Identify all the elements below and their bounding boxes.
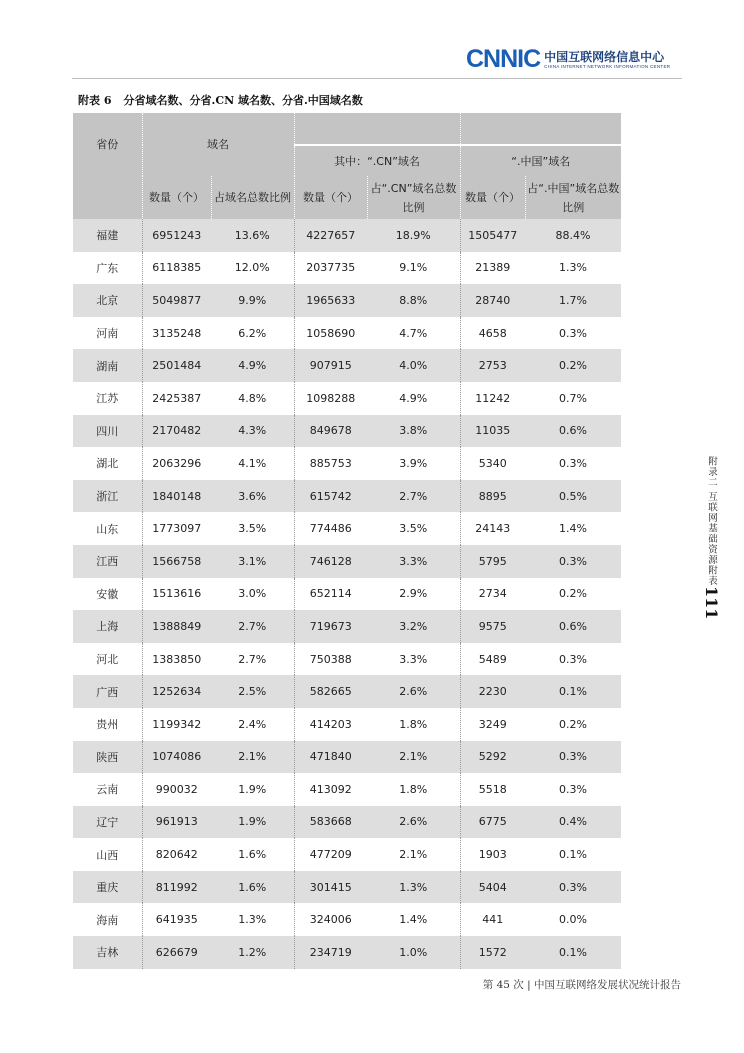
cell-domain-share: 1.6% [211,871,294,904]
cell-domain-share: 2.7% [211,643,294,676]
cell-domain-count: 2063296 [142,447,211,480]
cell-zg-share: 0.1% [525,675,621,708]
cell-zg-count: 8895 [460,480,525,513]
cell-domain-share: 4.8% [211,382,294,415]
cell-cn-count: 324006 [294,903,367,936]
cell-domain-count: 1074086 [142,741,211,774]
cell-province: 山东 [73,512,142,545]
cell-domain-count: 961913 [142,806,211,839]
cell-zg-count: 28740 [460,284,525,317]
cell-zg-share: 0.6% [525,415,621,448]
cell-cn-share: 2.1% [367,741,460,774]
cell-cn-count: 1058690 [294,317,367,350]
cell-cn-count: 301415 [294,871,367,904]
table-row [73,219,621,252]
header-cn-spacer [294,113,460,145]
cell-zg-share: 1.4% [525,512,621,545]
cell-cn-share: 3.9% [367,447,460,480]
cell-zg-count: 3249 [460,708,525,741]
cell-cn-count: 907915 [294,349,367,382]
cell-province: 江苏 [73,382,142,415]
cell-zg-share: 0.2% [525,578,621,611]
logo-text [544,50,670,70]
table-number: 附表 6 [78,94,112,107]
cnnic-logo [466,47,670,72]
cell-zg-count: 1505477 [460,219,525,252]
header-province: 省份 [73,113,142,176]
cell-domain-share: 2.5% [211,675,294,708]
cell-province: 上海 [73,610,142,643]
cell-province: 山西 [73,838,142,871]
table-row [73,317,621,350]
cell-domain-share: 4.3% [211,415,294,448]
cell-zg-count: 5795 [460,545,525,578]
cell-zg-count: 1903 [460,838,525,871]
cell-cn-count: 719673 [294,610,367,643]
cell-cn-share: 1.8% [367,708,460,741]
cell-province: 广东 [73,252,142,285]
cell-cn-count: 583668 [294,806,367,839]
cell-zg-count: 11035 [460,415,525,448]
cell-domain-count: 6118385 [142,252,211,285]
cell-cn-share: 1.3% [367,871,460,904]
cell-cn-count: 652114 [294,578,367,611]
cell-domain-share: 2.7% [211,610,294,643]
cell-zg-count: 5518 [460,773,525,806]
cell-domain-share: 3.1% [211,545,294,578]
cell-domain-count: 2501484 [142,349,211,382]
cell-zg-share: 0.4% [525,806,621,839]
cell-domain-share: 3.0% [211,578,294,611]
table-row [73,415,621,448]
cell-domain-count: 641935 [142,903,211,936]
cell-cn-count: 774486 [294,512,367,545]
table-caption [78,92,363,108]
table-row [73,252,621,285]
table-row [73,382,621,415]
cell-cn-share: 9.1% [367,252,460,285]
appendix-section-label: 附录二 互联网基础资源附表 [706,456,717,587]
header-zhongguo-spacer [460,113,621,145]
cell-zg-share: 0.1% [525,936,621,969]
cell-domain-count: 2170482 [142,415,211,448]
cell-zg-count: 5340 [460,447,525,480]
header-divider [72,78,682,79]
cell-cn-share: 3.8% [367,415,460,448]
cell-zg-count: 5489 [460,643,525,676]
cell-zg-count: 9575 [460,610,525,643]
table-row [73,773,621,806]
cell-domain-count: 1840148 [142,480,211,513]
cell-province: 四川 [73,415,142,448]
cell-province: 海南 [73,903,142,936]
cell-domain-share: 1.6% [211,838,294,871]
cell-cn-share: 2.6% [367,675,460,708]
cell-zg-count: 24143 [460,512,525,545]
cell-cn-share: 2.7% [367,480,460,513]
cell-cn-share: 2.1% [367,838,460,871]
cell-province: 浙江 [73,480,142,513]
table-row [73,708,621,741]
cell-domain-count: 811992 [142,871,211,904]
cell-cn-share: 2.9% [367,578,460,611]
cell-cn-share: 1.8% [367,773,460,806]
cell-domain-count: 990032 [142,773,211,806]
cell-zg-count: 2230 [460,675,525,708]
cell-domain-count: 1773097 [142,512,211,545]
cell-domain-share: 4.1% [211,447,294,480]
cell-zg-share: 0.3% [525,545,621,578]
table-row [73,871,621,904]
cell-zg-count: 5292 [460,741,525,774]
cell-cn-share: 1.4% [367,903,460,936]
cell-domain-share: 9.9% [211,284,294,317]
cell-cn-share: 18.9% [367,219,460,252]
cell-cn-share: 4.7% [367,317,460,350]
cell-zg-share: 88.4% [525,219,621,252]
cell-zg-share: 0.3% [525,447,621,480]
cell-cn-count: 746128 [294,545,367,578]
cell-cn-share: 3.5% [367,512,460,545]
cell-cn-share: 3.3% [367,545,460,578]
cell-cn-share: 4.9% [367,382,460,415]
cell-domain-count: 1383850 [142,643,211,676]
cell-zg-count: 21389 [460,252,525,285]
domain-stats-table [73,113,621,969]
cell-cn-count: 413092 [294,773,367,806]
logo-chinese-name: 中国互联网络信息中心 [544,49,665,64]
table-row [73,643,621,676]
cell-zg-share: 0.3% [525,741,621,774]
cell-cn-share: 8.8% [367,284,460,317]
cell-cn-count: 234719 [294,936,367,969]
header-domain: 域名 [142,113,294,176]
cell-province: 吉林 [73,936,142,969]
cell-province: 福建 [73,219,142,252]
table-row [73,838,621,871]
cell-domain-count: 1252634 [142,675,211,708]
cell-zg-share: 0.5% [525,480,621,513]
cell-domain-count: 1199342 [142,708,211,741]
table-row [73,545,621,578]
cell-cn-count: 471840 [294,741,367,774]
cell-cn-share: 3.2% [367,610,460,643]
page-number: 111 [702,586,721,620]
cell-domain-share: 3.6% [211,480,294,513]
table-row [73,447,621,480]
table-row [73,675,621,708]
cell-domain-share: 2.4% [211,708,294,741]
cell-province: 河北 [73,643,142,676]
cell-domain-count: 2425387 [142,382,211,415]
cell-zg-share: 1.7% [525,284,621,317]
cell-cn-count: 4227657 [294,219,367,252]
cell-domain-share: 6.2% [211,317,294,350]
header-cn-count: 数量（个） [294,176,367,219]
table-header [73,113,621,219]
table-row [73,512,621,545]
header-cn-group: 其中：“.CN”域名 [294,145,460,176]
cell-domain-share: 1.9% [211,773,294,806]
cell-domain-count: 1513616 [142,578,211,611]
cell-cn-count: 849678 [294,415,367,448]
cell-domain-share: 1.2% [211,936,294,969]
logo-mark: CNNIC [466,45,541,73]
cell-domain-count: 6951243 [142,219,211,252]
cell-zg-count: 2734 [460,578,525,611]
cell-zg-share: 0.1% [525,838,621,871]
cell-province: 广西 [73,675,142,708]
cell-province: 重庆 [73,871,142,904]
cell-zg-count: 5404 [460,871,525,904]
cell-zg-share: 0.2% [525,349,621,382]
cell-province: 辽宁 [73,806,142,839]
header-zhongguo-group: “.中国”域名 [460,145,621,176]
cell-zg-count: 441 [460,903,525,936]
cell-province: 贵州 [73,708,142,741]
logo-english-name: CHINA INTERNET NETWORK INFORMATION CENTER [544,63,671,69]
cell-domain-count: 1388849 [142,610,211,643]
cell-domain-share: 3.5% [211,512,294,545]
cell-zg-count: 1572 [460,936,525,969]
table-body [73,219,621,969]
cell-zg-count: 11242 [460,382,525,415]
cell-cn-count: 414203 [294,708,367,741]
cell-cn-count: 582665 [294,675,367,708]
cell-province: 陕西 [73,741,142,774]
cell-zg-share: 0.2% [525,708,621,741]
table-row [73,349,621,382]
table-row [73,936,621,969]
table-row [73,480,621,513]
cell-domain-count: 1566758 [142,545,211,578]
cell-domain-count: 626679 [142,936,211,969]
cell-zg-count: 2753 [460,349,525,382]
cell-province: 湖北 [73,447,142,480]
header-cn-share: 占“.CN”域名总数比例 [367,176,460,219]
cell-cn-count: 615742 [294,480,367,513]
cell-province: 云南 [73,773,142,806]
table-title: 分省域名数、分省.CN 域名数、分省.中国域名数 [123,94,363,107]
cell-province: 河南 [73,317,142,350]
cell-zg-share: 0.0% [525,903,621,936]
cell-cn-share: 2.6% [367,806,460,839]
cell-domain-count: 5049877 [142,284,211,317]
cell-cn-share: 3.3% [367,643,460,676]
cell-zg-share: 0.3% [525,317,621,350]
cell-province: 江西 [73,545,142,578]
cell-domain-share: 1.9% [211,806,294,839]
cell-zg-share: 0.3% [525,773,621,806]
cell-zg-share: 1.3% [525,252,621,285]
cell-cn-count: 2037735 [294,252,367,285]
table-row [73,578,621,611]
header-domain-share: 占域名总数比例 [211,176,294,219]
cell-domain-count: 3135248 [142,317,211,350]
cell-domain-count: 820642 [142,838,211,871]
table-row [73,284,621,317]
header-zg-count: 数量（个） [460,176,525,219]
header-province-blank [73,176,142,219]
cell-province: 湖南 [73,349,142,382]
table-row [73,741,621,774]
cell-domain-share: 1.3% [211,903,294,936]
cell-cn-share: 1.0% [367,936,460,969]
table-row [73,806,621,839]
cell-cn-share: 4.0% [367,349,460,382]
cell-zg-count: 4658 [460,317,525,350]
cell-cn-count: 1965633 [294,284,367,317]
cell-domain-share: 4.9% [211,349,294,382]
cell-zg-share: 0.6% [525,610,621,643]
cell-domain-share: 12.0% [211,252,294,285]
cell-zg-share: 0.7% [525,382,621,415]
table-row [73,610,621,643]
cell-cn-count: 750388 [294,643,367,676]
cell-province: 北京 [73,284,142,317]
cell-cn-count: 885753 [294,447,367,480]
cell-domain-share: 2.1% [211,741,294,774]
table-row [73,903,621,936]
cell-zg-share: 0.3% [525,643,621,676]
cell-cn-count: 1098288 [294,382,367,415]
cell-province: 安徽 [73,578,142,611]
cell-cn-count: 477209 [294,838,367,871]
report-footer: 第 45 次 | 中国互联网络发展状况统计报告 [482,979,681,991]
cell-domain-share: 13.6% [211,219,294,252]
cell-zg-share: 0.3% [525,871,621,904]
header-zg-share: 占“.中国”域名总数比例 [525,176,621,219]
cell-zg-count: 6775 [460,806,525,839]
header-domain-count: 数量（个） [142,176,211,219]
